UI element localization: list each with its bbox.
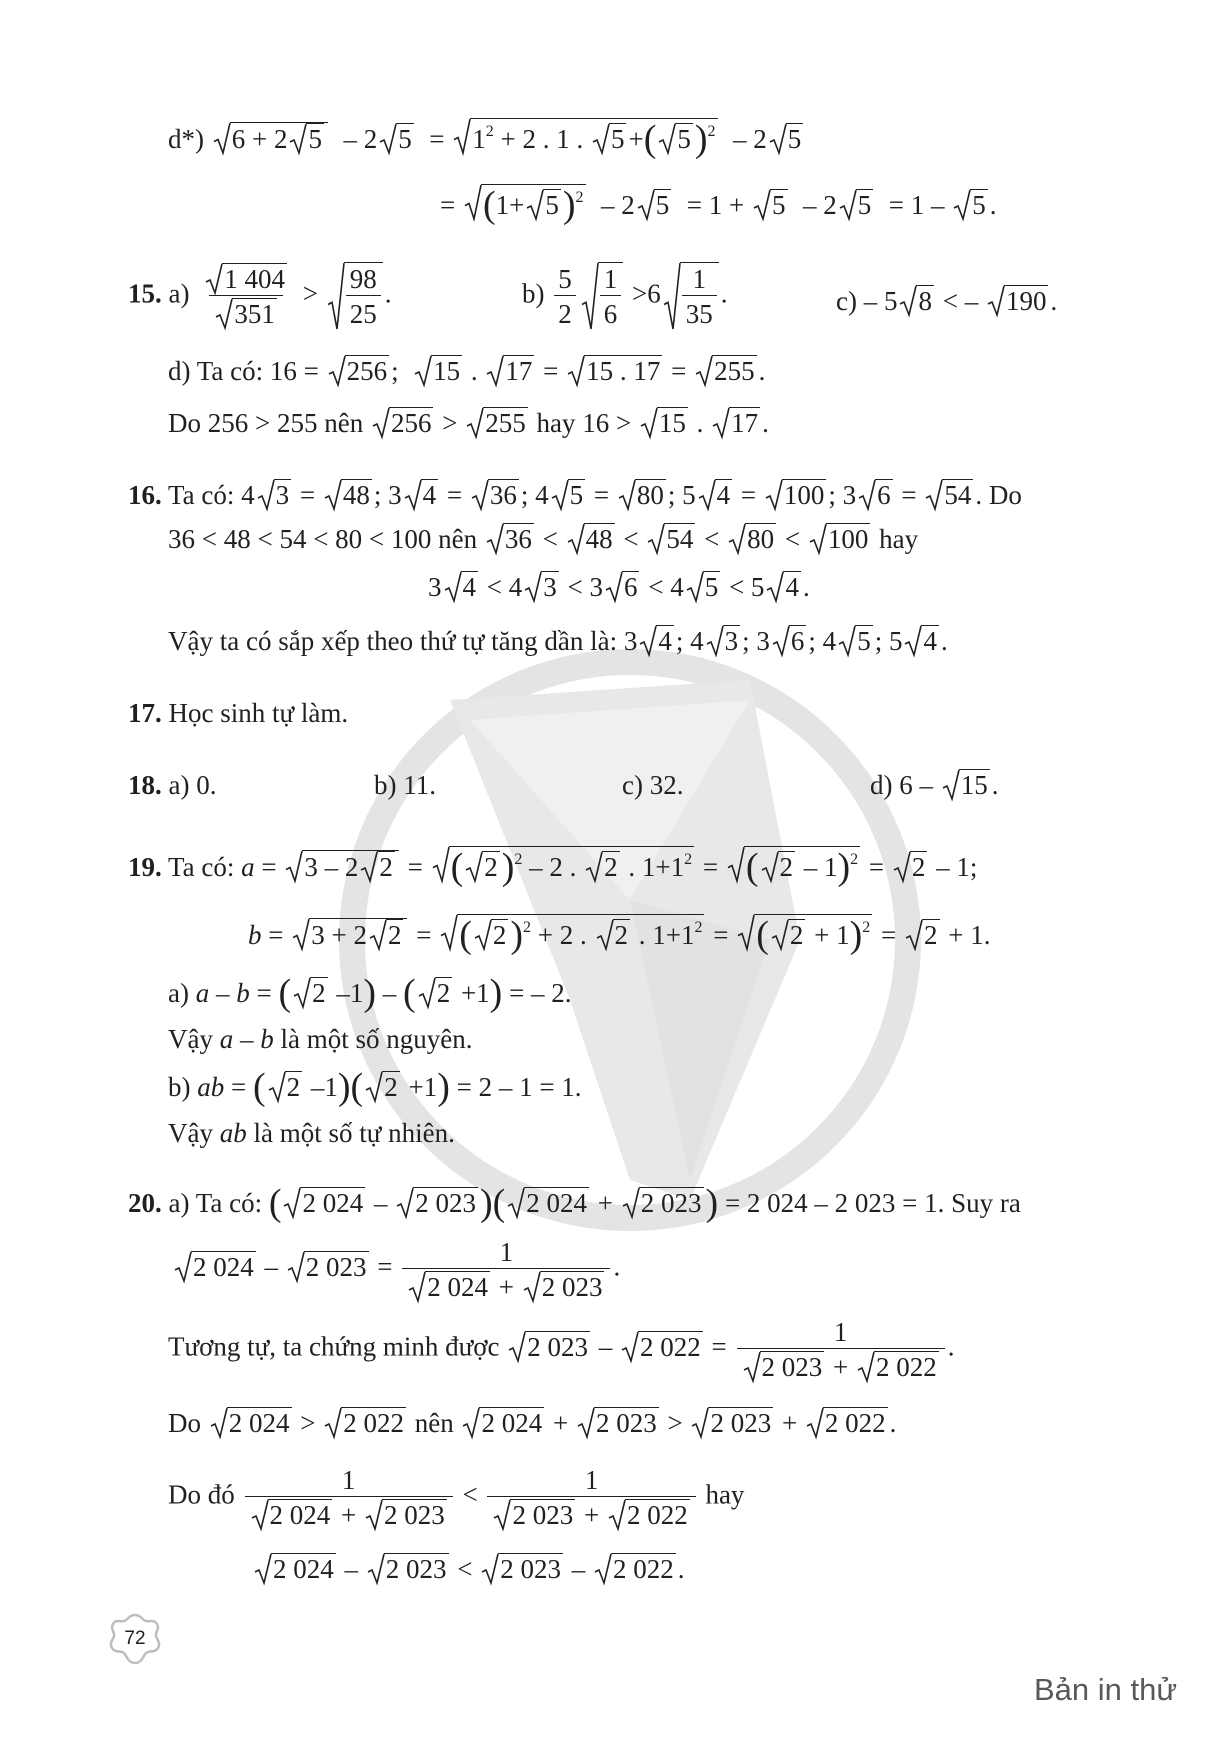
proof-label: Bản in thử bbox=[1034, 1672, 1178, 1707]
problem-14d-label: d*) bbox=[168, 124, 204, 154]
line-20-4: Do 2 024 > 2 022 nên 2 024 + 2 023 > 2 023 + 2 022 . bbox=[168, 1408, 897, 1438]
answer-15d-1: d) Ta có: 16 = 256 ; 15 . 17 = 15 . 17 = 255 . bbox=[168, 356, 766, 386]
answer-18c: c) 32. bbox=[622, 770, 684, 800]
line-14d-2: = (1+ 5 )$^2$ – 2 5 = 1 + 5 – 2 5 = 1 – 5 . bbox=[440, 184, 997, 226]
line-19-6: Vậy ab là một số tự nhiên. bbox=[168, 1118, 455, 1148]
line-20-5: Do đó 1 2 024 + 2 023 < 1 2 023 + 2 022 hay bbox=[168, 1465, 745, 1530]
page-number: 72 bbox=[124, 1628, 146, 1649]
line-20-1: 20. a) Ta có: ( 2 024 – 2 023 )( 2 024 + 2 023 ) = 2 024 – 2 023 = 1. Suy ra bbox=[128, 1182, 1021, 1224]
answer-18d: d) 6 – 15 . bbox=[870, 770, 999, 800]
line-19-4: Vậy a – b là một số nguyên. bbox=[168, 1024, 473, 1054]
fraction: $\frac{1 404}{351}$ bbox=[199, 263, 293, 330]
answer-15d-2: Do 256 > 255 nên 256 > 255 hay 16 > 15 . 17 . bbox=[168, 408, 769, 438]
line-15-abc: 15. a) $\frac{1 404}{351}$ > $\frac{98}{25}$ . bbox=[128, 264, 392, 329]
line-14d-1: d*) 6 + 2 5 – 2 5 = $1^2 + 2$ . 1 . 5 +( 5 )$^2$ – 2 5 bbox=[168, 118, 802, 160]
answer-15c: c) – 5 8 < – 190 . bbox=[836, 286, 1058, 316]
page-number-badge bbox=[108, 1612, 162, 1666]
line-20-6: 2 024 – 2 023 < 2 023 – 2 022 . bbox=[252, 1552, 684, 1586]
line-17: 17. Học sinh tự làm. bbox=[128, 698, 349, 728]
problem-15-label: 15. bbox=[128, 278, 162, 309]
line-19-3: a) a – b = ( 2 –1) – ( 2 +1) = – 2. bbox=[168, 972, 572, 1014]
line-18: 18. a) 0. bbox=[128, 770, 217, 800]
sqrt: 6 + 2 5 bbox=[213, 122, 328, 155]
line-16-1: 16. Ta có: 4 3 = 48 ; 3 4 = 36 ; 4 5 = 80 ; 5 4 = 100 ; 3 6 = 54 . Do bbox=[128, 480, 1022, 510]
line-20-2: 2 024 – 2 023 = 1 2 024 + 2 023 . bbox=[172, 1236, 620, 1303]
answer-18b: b) 11. bbox=[374, 770, 436, 800]
line-19-2: b = 3 + 2 2 = ( 2 )$^2$ + 2 . 2 . $1+1^2$ = ( 2 + 1)$^2$ = 2 + 1. bbox=[248, 914, 991, 956]
line-19-5: b) ab = ( 2 –1)( 2 +1) = 2 – 1 = 1. bbox=[168, 1066, 582, 1108]
answer-15b: b) $\frac{5}{2}$ $\frac{1}{6}$ >6 $\frac{1}{35}$ . bbox=[522, 264, 728, 329]
line-20-3: Tương tự, ta chứng minh được 2 023 – 2 022 = 1 2 023 + 2 022 . bbox=[168, 1317, 955, 1382]
line-16-2: 36 < 48 < 54 < 80 < 100 nên 36 < 48 < 54 < 80 < 100 hay bbox=[168, 524, 919, 554]
line-19-1: 19. Ta có: a = 3 – 2 2 = ( 2 )$^2$ – 2 . 2 . $1+1^2$ = ( 2 – 1)$^2$ = 2 – 1; bbox=[128, 846, 978, 888]
line-16-4: Vậy ta có sắp xếp theo thứ tự tăng dần là: 3 4 ; 4 3 ; 3 6 ; 4 5 ; 5 4 . bbox=[168, 626, 948, 656]
line-16-3: 3 4 < 4 3 < 3 6 < 4 5 < 5 4 . bbox=[428, 572, 810, 602]
